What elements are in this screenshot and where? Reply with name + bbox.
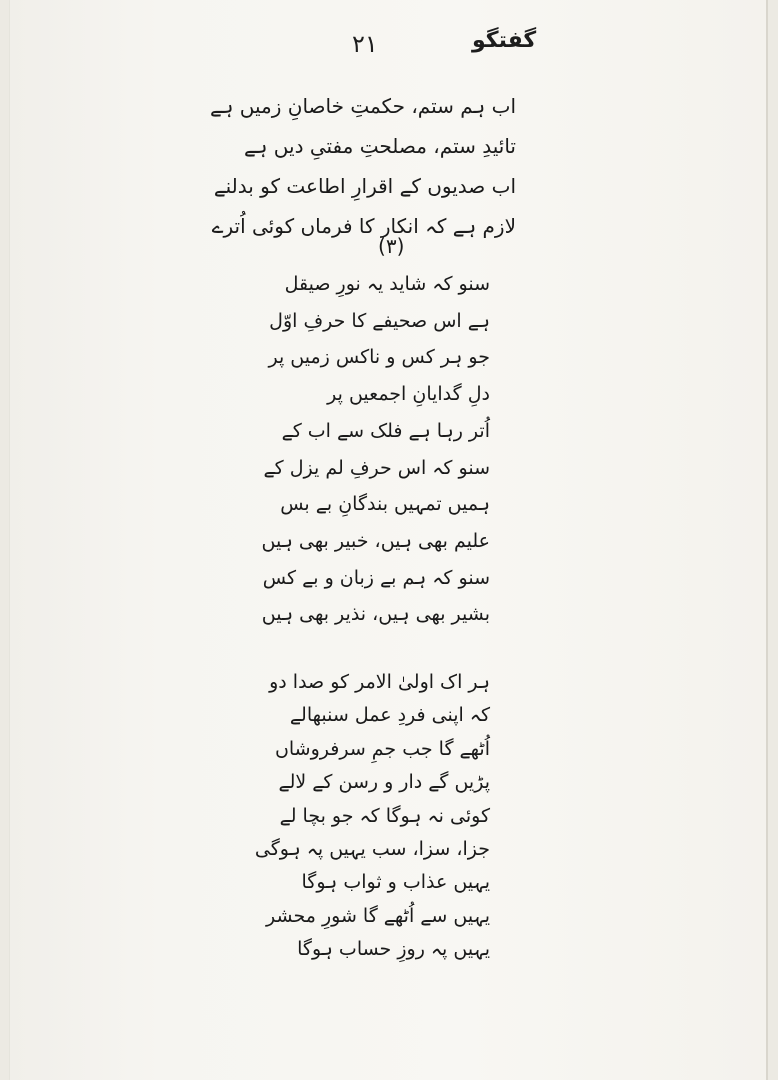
poem-line: تائیدِ ستم، مصلحتِ مفتیِ دیں ہے	[243, 134, 516, 158]
poem-line: اُتر رہا ہے فلک سے اب کے	[281, 419, 490, 442]
section-number: (۳)	[378, 234, 405, 258]
poem-line: ہے اس صحیفے کا حرفِ اوّل	[269, 309, 490, 332]
poem-line: یہیں عذاب و ثواب ہوگا	[301, 871, 490, 894]
poem-line: دلِ گدایانِ اجمعیں پر	[327, 383, 490, 406]
poem-line: ہمیں تمہیں بندگانِ بے بس	[280, 493, 490, 516]
poem-line: اب صدیوں کے اقرارِ اطاعت کو بدلنے	[213, 174, 516, 198]
poem-stanza-2	[261, 266, 490, 633]
poem-line: کوئی نہ ہوگا کہ جو بچا لے	[279, 804, 490, 827]
poem-line: بشیر بھی ہیں، نذیر بھی ہیں	[261, 603, 490, 626]
poem-stanza-1	[209, 86, 516, 246]
poem-line: ہر اک اولیٰ الامر کو صدا دو	[269, 671, 490, 693]
poem-line: یہیں سے اُٹھے گا شورِ محشر	[266, 904, 490, 927]
page-header	[0, 22, 778, 62]
poem-line: علیم بھی ہیں، خبیر بھی ہیں	[261, 529, 490, 552]
poem-line: سنو کہ ہم بے زبان و بے کس	[262, 566, 490, 589]
poem-line: اب ہم ستم، حکمتِ خاصانِ زمیں ہے	[209, 94, 516, 118]
poem-line: سنو کہ اس حرفِ لم یزل کے	[263, 456, 490, 479]
poem-line: سنو کہ شاید یہ نورِ صیقل	[284, 273, 490, 295]
poem-stanza-3	[254, 666, 490, 967]
poem-line: اُٹھے گا جب جمِ سرفروشاں	[274, 737, 490, 760]
poem-line: جزا، سزا، سب یہیں پہ ہوگی	[254, 838, 490, 861]
poem-line: یہیں پہ روزِ حساب ہوگا	[297, 938, 490, 961]
poem-line: جو ہر کس و ناکس زمیں پر	[268, 346, 490, 369]
running-title: گفتگو	[472, 28, 537, 53]
poem-line: کہ اپنی فردِ عمل سنبھالے	[289, 704, 490, 727]
page-number: ۲۱	[352, 30, 378, 58]
poem-line: پڑیں گے دار و رسن کے لالے	[278, 771, 490, 794]
poem-line: لازم ہے کہ انکار کا فرماں کوئی اُترے	[211, 214, 516, 238]
page-edge	[766, 0, 768, 1080]
